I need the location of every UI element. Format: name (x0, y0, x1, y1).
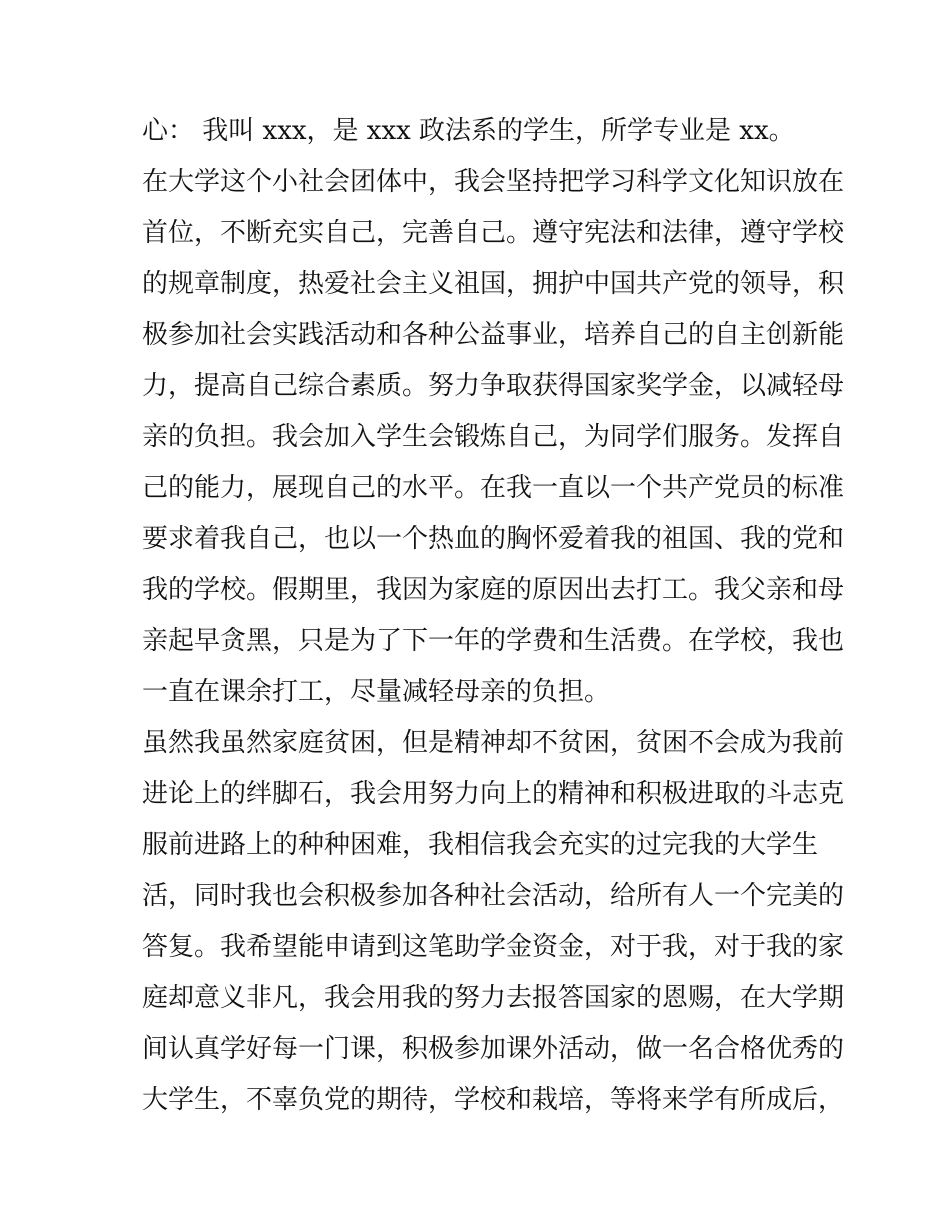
text-line: 我的学校。假期里，我因为家庭的原因出去打工。我父亲和母 (142, 575, 845, 605)
text-line: 要求着我自己，也以一个热血的胸怀爱着我的祖国、我的党和 (142, 524, 845, 554)
text-line: 答复。我希望能申请到这笔助学金资金，对于我，对于我的家 (142, 932, 845, 962)
text-line: 虽然我虽然家庭贫困，但是精神却不贫困，贫困不会成为我前 (142, 728, 845, 758)
text-line: 首位，不断充实自己，完善自己。遵守宪法和法律，遵守学校 (142, 218, 845, 248)
text-line: 一直在课余打工，尽量减轻母亲的负担。 (142, 677, 611, 707)
text-line: 在大学这个小社会团体中，我会坚持把学习科学文化知识放在 (142, 167, 845, 197)
text-line: 的规章制度，热爱社会主义祖国，拥护中国共产党的领导，积 (142, 269, 845, 299)
text-line: 活，同时我也会积极参加各种社会活动，给所有人一个完美的 (142, 881, 845, 911)
text-line: 间认真学好每一门课，积极参加课外活动，做一名合格优秀的 (142, 1034, 845, 1064)
text-line: 己的能力，展现自己的水平。在我一直以一个共产党员的标准 (142, 473, 845, 503)
text-line: 力，提高自己综合素质。努力争取获得国家奖学金，以减轻母 (142, 371, 845, 401)
text-line: 亲起早贪黑，只是为了下一年的学费和生活费。在学校，我也 (142, 626, 845, 656)
text-line: 亲的负担。我会加入学生会锻炼自己，为同学们服务。发挥自 (142, 422, 845, 452)
text-line: 服前进路上的种种困难，我相信我会充实的过完我的大学生 (142, 830, 819, 860)
text-line: 大学生，不辜负党的期待，学校和栽培，等将来学有所成后， (142, 1085, 845, 1115)
text-line: 庭却意义非凡，我会用我的努力去报答国家的恩赐，在大学期 (142, 983, 845, 1013)
text-line: 进论上的绊脚石，我会用努力向上的精神和积极进取的斗志克 (142, 779, 845, 809)
text-line: 极参加社会实践活动和各种公益事业，培养自己的自主创新能 (142, 320, 845, 350)
text-line: 心： 我叫 xxx，是 xxx 政法系的学生，所学专业是 xx。 (142, 116, 795, 146)
